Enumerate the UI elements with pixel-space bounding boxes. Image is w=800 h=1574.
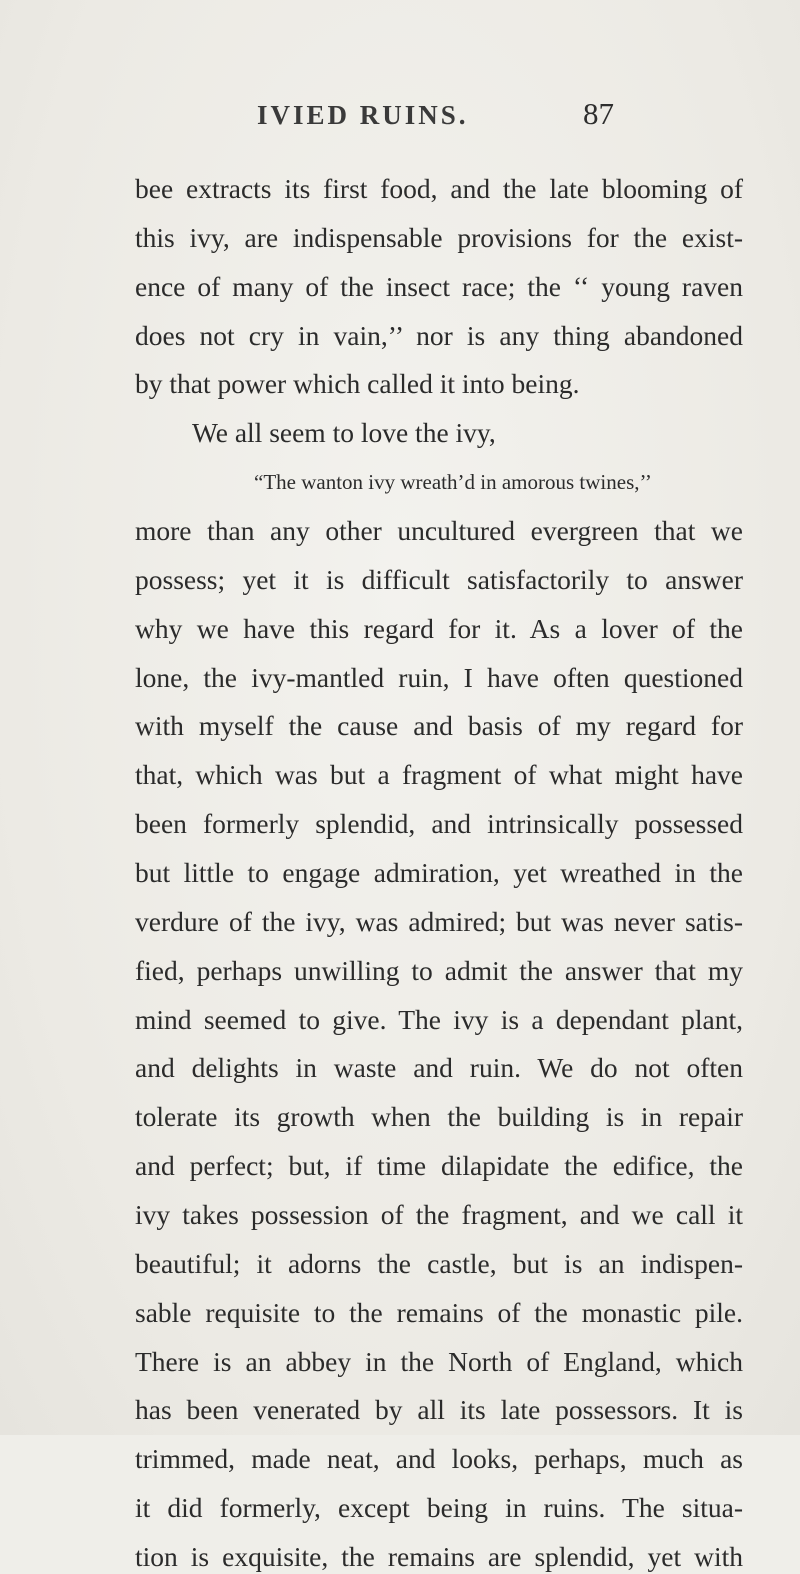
text-line: tion is exquisite, the remains are splendid, yet with [135, 1541, 743, 1572]
text-line: There is an abbey in the North of England, which [135, 1346, 743, 1377]
text-line: We all seem to love the ivy, [192, 417, 496, 448]
running-title: IVIED RUINS. [257, 100, 469, 130]
text-line: bee extracts its first food, and the late blooming of [135, 173, 743, 204]
text-line: it did formerly, except being in ruins. The situa- [135, 1492, 743, 1523]
text-line: that, which was but a fragment of what might have [135, 759, 743, 790]
text-line: does not cry in vain,’’ nor is any thing abandoned [135, 320, 743, 351]
text-line: possess; yet it is difficult satisfactorily to answer [135, 564, 743, 595]
text-line: but little to engage admiration, yet wreathed in the [135, 857, 743, 888]
text-line: and delights in waste and ruin. We do not often [135, 1052, 743, 1083]
text-line: lone, the ivy-mantled ruin, I have often questioned [135, 662, 743, 693]
text-line: this ivy, are indispensable provisions for the exist- [135, 222, 743, 253]
text-line: ivy takes possession of the fragment, and we call it [135, 1199, 743, 1230]
text-line: sable requisite to the remains of the monastic pile. [135, 1297, 743, 1328]
text-line: mind seemed to give. The ivy is a dependant plant, [135, 1004, 743, 1035]
text-line: been formerly splendid, and intrinsically possessed [135, 808, 743, 839]
text-line: fied, perhaps unwilling to admit the answer that my [135, 955, 743, 986]
text-line: beautiful; it adorns the castle, but is an indispen- [135, 1248, 743, 1279]
text-line: more than any other uncultured evergreen that we [135, 515, 743, 546]
text-line: has been venerated by all its late possessors. It is [135, 1394, 743, 1425]
text-line: and perfect; but, if time dilapidate the edifice, the [135, 1150, 743, 1181]
verse-quotation: “The wanton ivy wreath’d in amorous twines,’’ [254, 470, 652, 494]
text-line: ence of many of the insect race; the ‘‘ young raven [135, 271, 743, 302]
text-line: trimmed, made neat, and looks, perhaps, much as [135, 1443, 743, 1474]
text-line: verdure of the ivy, was admired; but was never satis- [135, 906, 743, 937]
text-line: why we have this regard for it. As a lover of the [135, 613, 743, 644]
page-number: 87 [583, 96, 614, 131]
text-line: tolerate its growth when the building is in repair [135, 1101, 743, 1132]
running-head [0, 96, 800, 140]
text-line: with myself the cause and basis of my regard for [135, 710, 743, 741]
text-line: by that power which called it into being. [135, 368, 580, 399]
